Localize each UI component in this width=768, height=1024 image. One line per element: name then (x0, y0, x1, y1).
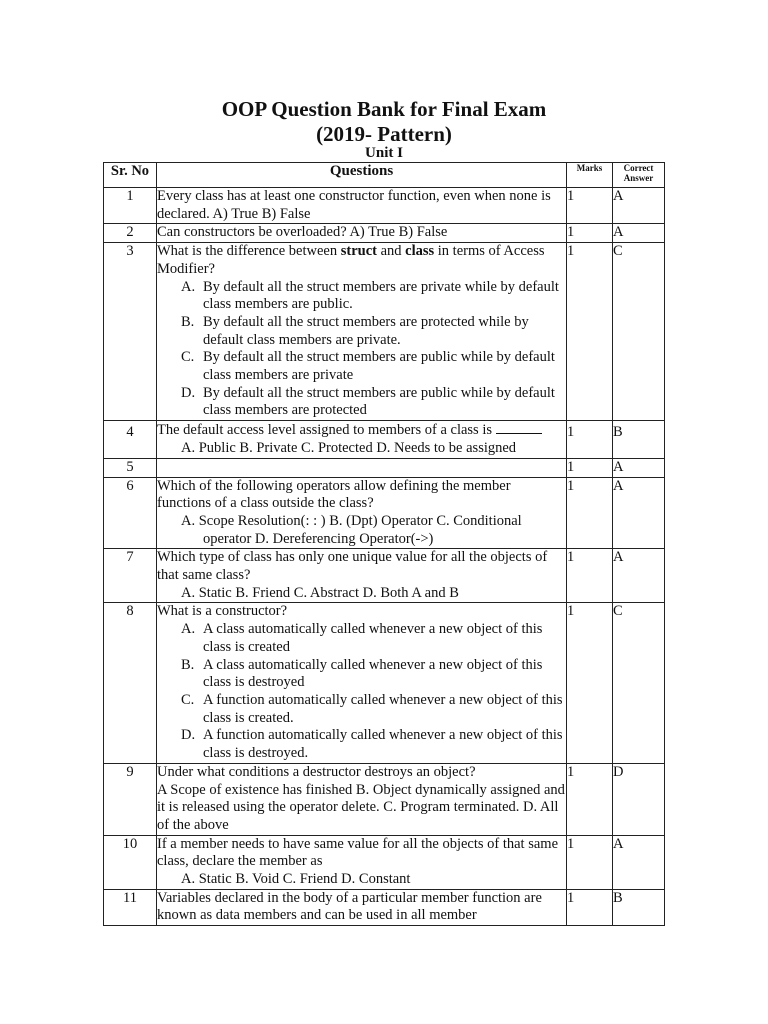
header-sr-no: Sr. No (104, 163, 157, 188)
option-item (181, 314, 566, 349)
table-row (104, 549, 665, 603)
table-row (104, 224, 665, 243)
option-item (181, 279, 566, 314)
correct-answer: A (613, 224, 665, 243)
table-row (104, 889, 665, 925)
question-cell (157, 763, 567, 835)
option-text: A class automatically called whenever a new object of this class is destroyed (203, 656, 543, 691)
options-line: operator D. Dereferencing Operator(->) (203, 530, 434, 547)
document-subtitle: (2019- Pattern) (316, 122, 452, 146)
header-questions: Questions (157, 163, 567, 188)
table-row (104, 477, 665, 549)
sr-no: 2 (104, 224, 157, 243)
question-text (157, 458, 567, 477)
sr-no: 6 (104, 477, 157, 549)
options-line: A. Public B. Private C. Protected D. Needs to be assigned (181, 439, 517, 456)
correct-answer: A (613, 477, 665, 549)
option-item (181, 727, 566, 762)
option-item (181, 621, 566, 656)
question-text-part: in terms of Access Modifier? (157, 243, 545, 277)
question-text: Under what conditions a destructor destroys an object? (157, 763, 476, 780)
correct-answer: B (613, 889, 665, 925)
question-table (103, 162, 665, 926)
question-cell (157, 243, 567, 421)
option-text: By default all the struct members are protected while by default class members are private. (203, 313, 529, 348)
option-letter: B. (181, 313, 195, 330)
question-text: Variables declared in the body of a particular member function are known as data members and can be used in all member (157, 889, 567, 925)
question-text: If a member needs to have same value for all the objects of that same class, declare the member as (157, 835, 559, 870)
option-letter: C. (181, 691, 195, 708)
option-text: By default all the struct members are public while by default class members are protected (203, 384, 555, 419)
header-correct-line2: Answer (623, 173, 654, 183)
table-row (104, 421, 665, 458)
sr-no: 9 (104, 763, 157, 835)
option-item (181, 657, 566, 692)
option-letter: A. (181, 621, 196, 638)
option-letter: C. (181, 349, 195, 366)
correct-answer: A (613, 835, 665, 889)
correct-answer: A (613, 458, 665, 477)
question-text-part: The default access level assigned to members of a class is (157, 422, 492, 439)
question-cell (157, 477, 567, 549)
question-text: Which type of class has only one unique value for all the objects of that same class? (157, 549, 548, 584)
marks: 1 (567, 835, 613, 889)
question-text: What is a constructor? (157, 603, 288, 620)
options-line: A. Static B. Friend C. Abstract D. Both A and B (181, 584, 459, 601)
question-text (157, 243, 566, 278)
question-text-part: and (376, 243, 406, 260)
document-title: OOP Question Bank for Final Exam (221, 97, 547, 121)
keyword-struct: struct (340, 243, 377, 260)
marks: 1 (567, 603, 613, 763)
table-row (104, 458, 665, 477)
option-letter: D. (181, 384, 196, 401)
marks: 1 (567, 477, 613, 549)
marks: 1 (567, 763, 613, 835)
unit-heading: Unit I (365, 145, 403, 161)
option-item (181, 692, 566, 727)
table-row (104, 835, 665, 889)
table-header-row (104, 163, 665, 188)
answer-blank (496, 421, 542, 434)
options-line: A. Scope Resolution(: : ) B. (Dpt) Operator C. Conditional (181, 512, 522, 529)
question-cell (157, 549, 567, 603)
header-marks: Marks (567, 163, 613, 188)
question-cell (157, 835, 567, 889)
correct-answer: C (613, 243, 665, 421)
correct-answer: A (613, 549, 665, 603)
header-correct-answer (613, 163, 665, 188)
options-line: A. Static B. Void C. Friend D. Constant (181, 871, 411, 888)
marks: 1 (567, 458, 613, 477)
correct-answer: C (613, 603, 665, 763)
sr-no: 7 (104, 549, 157, 603)
question-text: Every class has at least one constructor function, even when none is declared. A) True B) False (157, 188, 567, 224)
option-item (181, 385, 566, 420)
question-cell (157, 421, 567, 458)
marks: 1 (567, 243, 613, 421)
question-cell (157, 603, 567, 763)
sr-no: 11 (104, 889, 157, 925)
table-row (104, 188, 665, 224)
option-text: A function automatically called whenever a new object of this class is destroyed. (203, 727, 563, 762)
sr-no: 10 (104, 835, 157, 889)
table-row (104, 763, 665, 835)
sr-no: 8 (104, 603, 157, 763)
marks: 1 (567, 224, 613, 243)
option-letter: B. (181, 656, 195, 673)
correct-answer: D (613, 763, 665, 835)
sr-no: 3 (104, 243, 157, 421)
marks: 1 (567, 889, 613, 925)
question-text-part: What is the difference between (157, 243, 341, 260)
question-text: Which of the following operators allow defining the member functions of a class outside the class? (157, 477, 511, 512)
question-text: Can constructors be overloaded? A) True B) False (157, 224, 567, 243)
option-item (181, 349, 566, 384)
sr-no: 5 (104, 458, 157, 477)
correct-answer: A (613, 188, 665, 224)
option-letter: A. (181, 278, 196, 295)
sr-no: 4 (104, 421, 157, 458)
keyword-class: class (405, 243, 435, 260)
correct-answer: B (613, 421, 665, 458)
option-text: By default all the struct members are private while by default class members are public. (203, 278, 559, 313)
marks: 1 (567, 549, 613, 603)
marks: 1 (567, 188, 613, 224)
option-text: A function automatically called whenever a new object of this class is created. (203, 691, 563, 726)
option-text: By default all the struct members are public while by default class members are private (203, 349, 555, 384)
table-row (104, 243, 665, 421)
option-text: A class automatically called whenever a new object of this class is created (203, 621, 543, 655)
header-correct-line1: Correct (623, 163, 654, 173)
option-letter: D. (181, 727, 196, 744)
options-text: A Scope of existence has finished B. Object dynamically assigned and it is released using the operator delete. C. Program terminated. D. All of the above (157, 781, 565, 833)
sr-no: 1 (104, 188, 157, 224)
question-text (157, 421, 566, 440)
table-row (104, 603, 665, 763)
marks: 1 (567, 421, 613, 458)
